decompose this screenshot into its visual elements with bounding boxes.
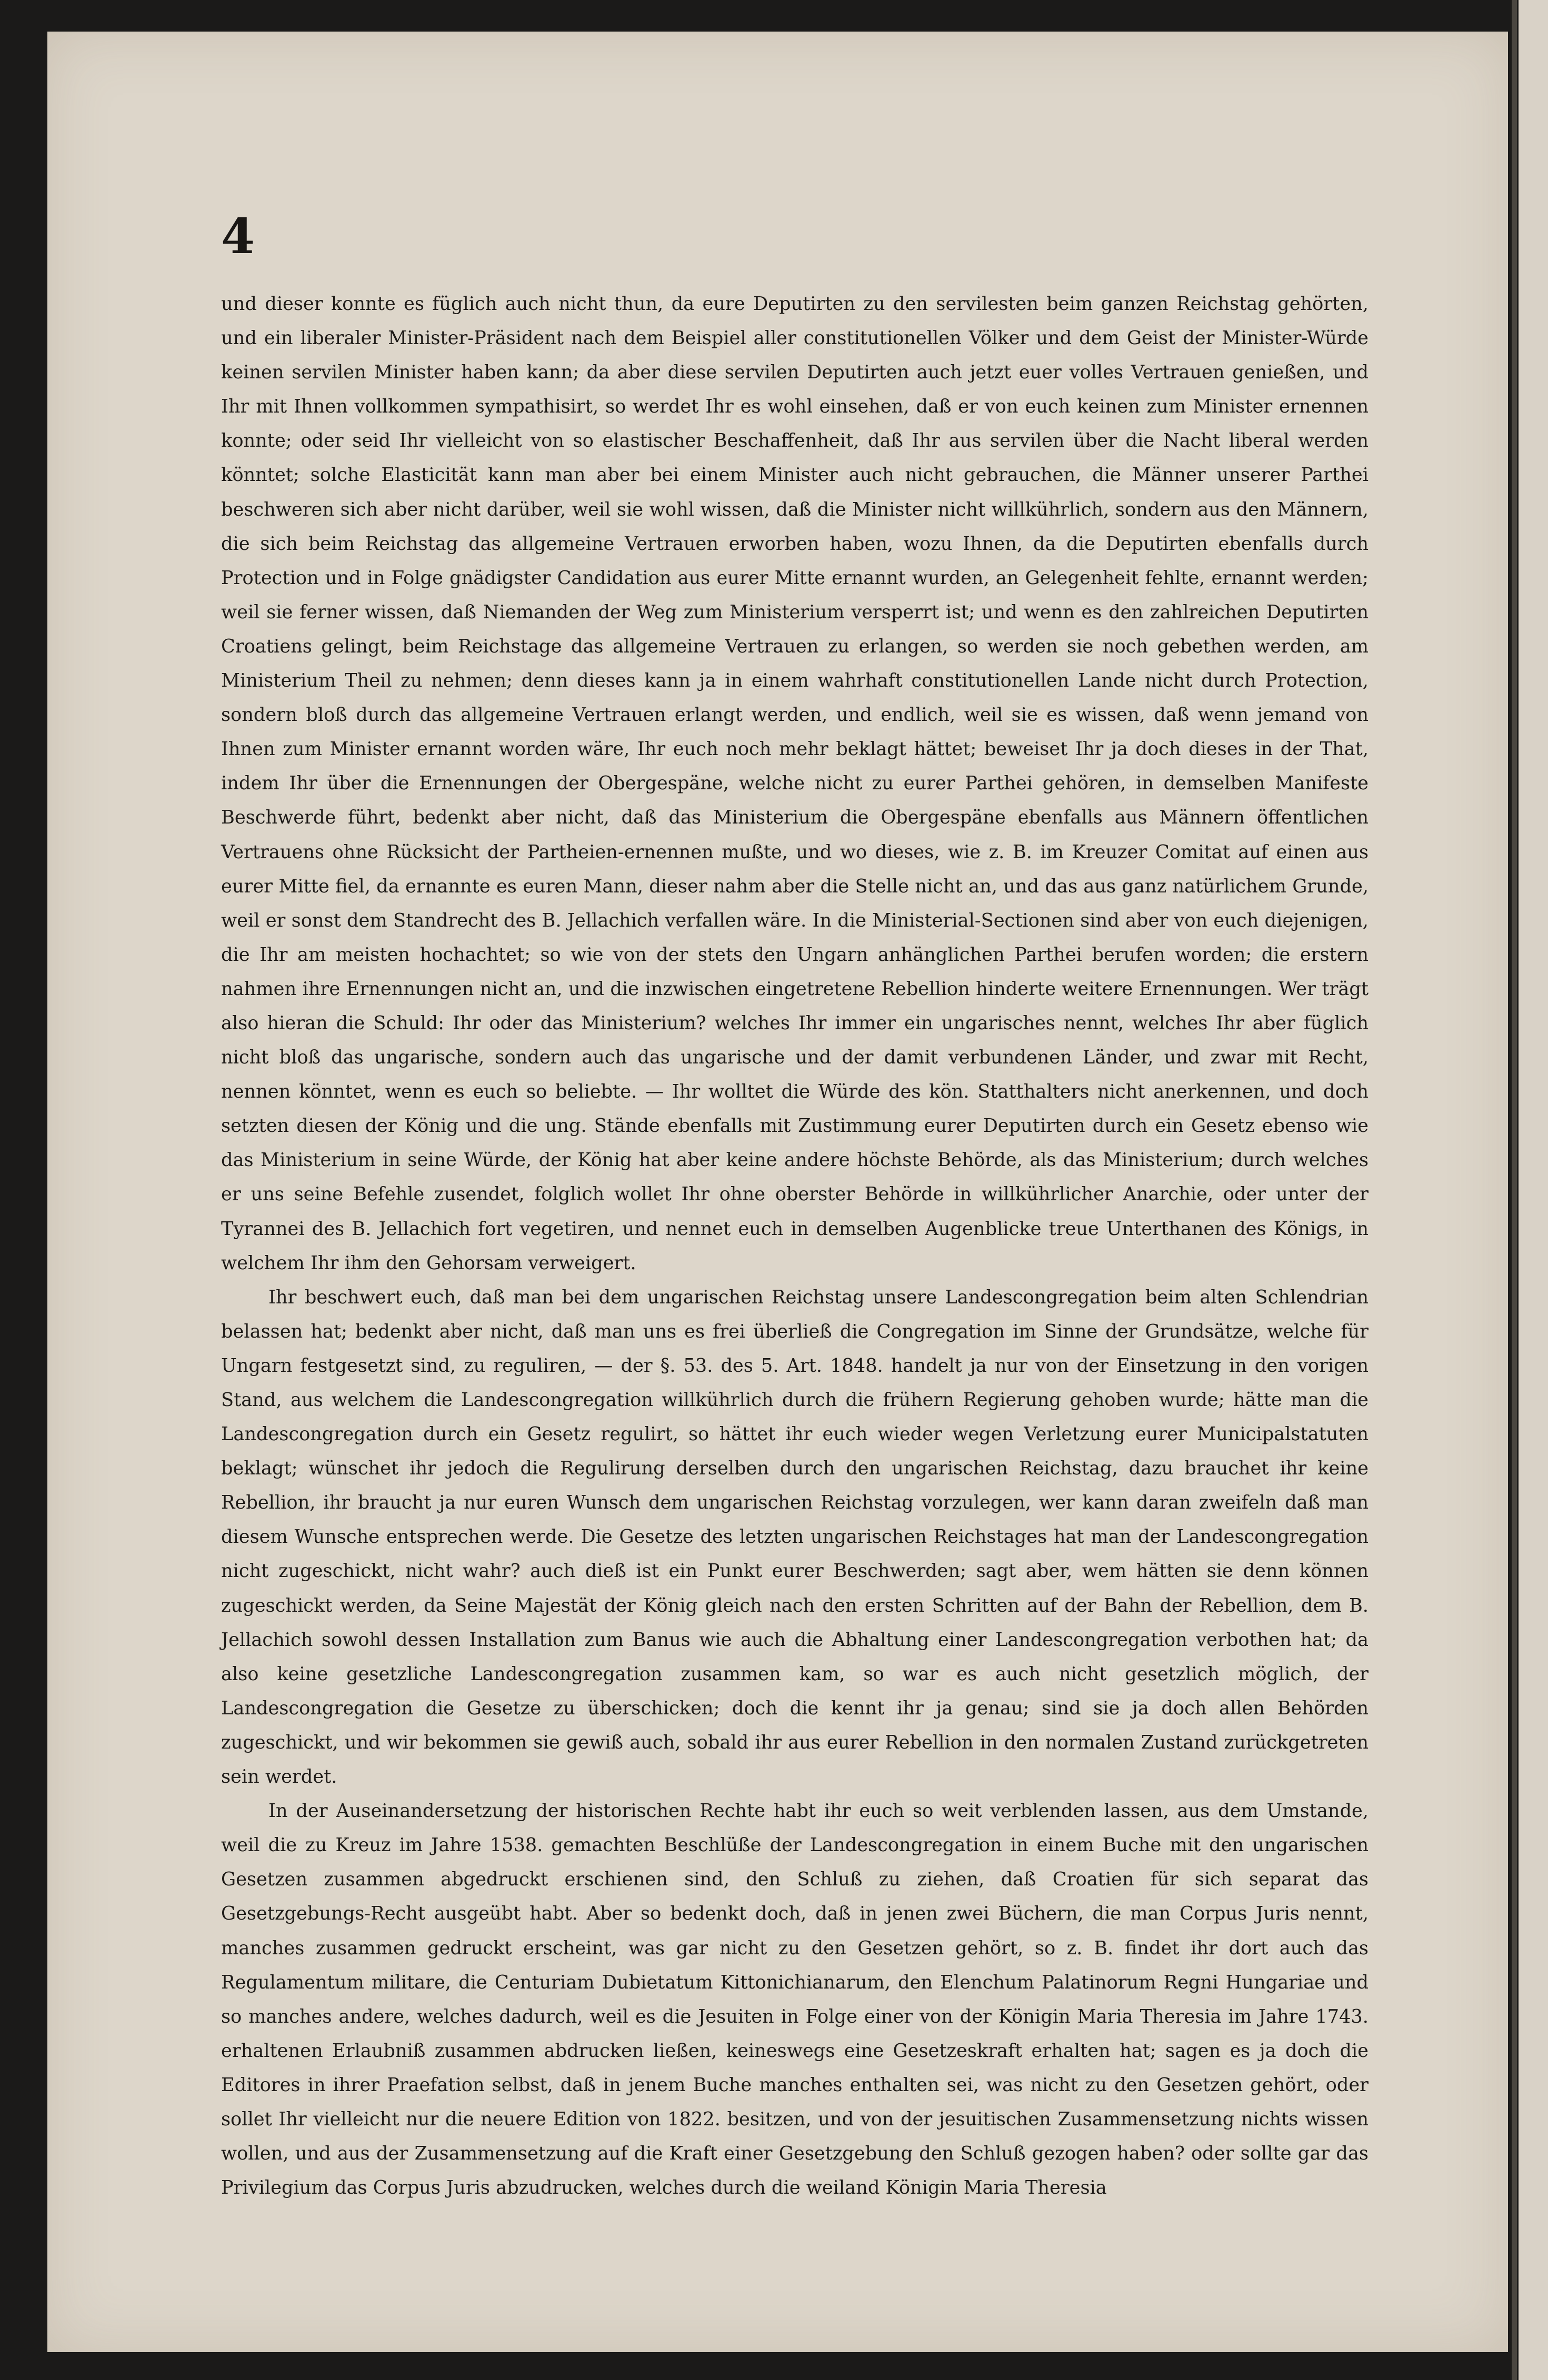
paragraph-1: und dieser konnte es füglich auch nicht thun, da eure Deputirten zu den servilesten beim ganzen Reichstag gehörten, und ein liberaler Minister-Präsident nach dem Beispiel aller constitutionellen Völker und dem Geist der Minister-Würde keinen servilen Minister haben kann; da aber diese servilen Deputirten auch jetzt euer volles Vertrauen genießen, und Ihr mit Ihnen vollkommen sympathisirt, so werdet Ihr es wohl einsehen, daß er von euch keinen zum Minister ernennen konnte; oder seid Ihr vielleicht von so elastischer Beschaffenheit, daß Ihr aus servilen über die Nacht liberal werden könntet; solche Elasticität kann man aber bei einem Minister auch nicht gebrauchen, die Männer unserer Parthei beschweren sich aber nicht darüber, weil sie wohl wissen, daß die Minister nicht willkührlich, sondern aus den Männern, die sich beim Reichstag das allgemeine Vertrauen erworben haben, wozu Ihnen, da die Deputirten ebenfalls durch Protection und in Folge gnädigster Candidation aus eurer Mitte ernannt wurden, an Gelegenheit fehlte, ernannt werden; weil sie ferner wissen, daß Niemanden der Weg zum Ministerium versperrt ist; und wenn es den zahlreichen Deputirten Croatiens gelingt, beim Reichstage das allgemeine Vertrauen zu erlangen, so werden sie noch gebethen werden, am Ministerium Theil zu nehmen; denn dieses kann ja in einem wahrhaft constitutionellen Lande nicht durch Protection, sondern bloß durch das allgemeine Vertrauen erlangt werden, und endlich, weil sie es wissen, daß wenn jemand von Ihnen zum Minister ernannt worden wäre, Ihr euch noch mehr beklagt hättet; beweiset Ihr ja doch dieses in der That, indem Ihr über die Ernennungen der Obergespäne, welche nicht zu eurer Parthei gehören, in demselben Manifeste Beschwerde führt, bedenkt aber nicht, daß das Ministerium die Obergespäne ebenfalls aus Männern öffentlichen Vertrauens ohne Rücksicht der Partheien-ernennen mußte, und wo dieses, wie z. B. im Kreuzer Comitat auf einen aus eurer Mitte fiel, da ernannte es euren Mann, dieser nahm aber die Stelle nicht an, und das aus ganz natürlichem Grunde, weil er sonst dem Standrecht des B. Jellachich verfallen wäre. In die Ministerial-Sectionen sind aber von euch diejenigen, die Ihr am meisten hochachtet; so wie von der stets den Ungarn anhänglichen Parthei berufen worden; die erstern nahmen ihre Ernennungen nicht an, und die inzwischen eingetretene Rebellion hinderte weitere Ernennungen. Wer trägt also hieran die Schuld: Ihr oder das Ministerium? welches Ihr immer ein ungarisches nennt, welches Ihr aber füglich nicht bloß das ungarische, sondern auch das ungarische und der damit verbundenen Länder, und zwar mit Recht, nennen könntet, wenn es euch so beliebte. — Ihr wolltet die Würde des kön. Statthalters nicht anerkennen, und doch setzten diesen der König und die ung. Stände ebenfalls mit Zustimmung eurer Deputirten durch ein Gesetz ebenso wie das Ministerium in seine Würde, der König hat aber keine andere höchste Behörde, als das Ministerium; durch welches er uns seine Befehle zusendet, folglich wollet Ihr ohne oberster Behörde in willkührlicher Anarchie, oder unter der Tyrannei des B. Jellachich fort vegetiren, und nennet euch in demselben Augenblicke treue Unterthanen des Königs, in welchem Ihr ihm den Gehorsam verweigert.: [221, 293, 1369, 1274]
adjacent-page-edge: [1519, 0, 1548, 2380]
page-gutter-shadow: [1512, 0, 1517, 2380]
page-number: 4: [221, 208, 255, 265]
paragraph-2: Ihr beschwert euch, daß man bei dem ungarischen Reichstag unsere Landescongregation beim alten Schlendrian belassen hat; bedenkt aber nicht, daß man uns es frei überließ die Congregation im Sinne der Grundsätze, welche für Ungarn festgesetzt sind, zu reguliren, — der §. 53. des 5. Art. 1848. handelt ja nur von der Einsetzung in den vorigen Stand, aus welchem die Landescongregation willkührlich durch die frühern Regierung gehoben wurde; hätte man die Landescongregation durch ein Gesetz regulirt, so hättet ihr euch wieder wegen Verletzung eurer Municipalstatuten beklagt; wünschet ihr jedoch die Regulirung derselben durch den ungarischen Reichstag, dazu brauchet ihr keine Rebellion, ihr braucht ja nur euren Wunsch dem ungarischen Reichstag vorzulegen, wer kann daran zweifeln daß man diesem Wunsche entsprechen werde. Die Gesetze des letzten ungarischen Reichstages hat man der Landescongregation nicht zugeschickt, nicht wahr? auch dieß ist ein Punkt eurer Beschwerden; sagt aber, wem hätten sie denn können zugeschickt werden, da Seine Majestät der König gleich nach den ersten Schritten auf der Bahn der Rebellion, dem B. Jellachich sowohl dessen Installation zum Banus wie auch die Abhaltung einer Landescongregation verbothen hat; da also keine gesetzliche Landescongregation zusammen kam, so war es auch nicht gesetzlich möglich, der Landescongregation die Gesetze zu überschicken; doch die kennt ihr ja genau; sind sie ja doch allen Behörden zugeschickt, und wir bekommen sie gewiß auch, sobald ihr aus eurer Rebellion in den normalen Zustand zurückgetreten sein werdet.: [221, 1286, 1369, 1788]
paragraph-3: In der Auseinandersetzung der historischen Rechte habt ihr euch so weit verblenden lassen, aus dem Umstande, weil die zu Kreuz im Jahre 1538. gemachten Beschlüße der Landescongregation in einem Buche mit den ungarischen Gesetzen zusammen abgedruckt erschienen sind, den Schluß zu ziehen, daß Croatien für sich separat das Gesetzgebungs-Recht ausgeübt habt. Aber so bedenkt doch, daß in jenen zwei Büchern, die man Corpus Juris nennt, manches zusammen gedruckt erscheint, was gar nicht zu den Gesetzen gehört, so z. B. findet ihr dort auch das Regulamentum militare, die Centuriam Dubietatum Kittonichianarum, den Elenchum Palatinorum Regni Hungariae und so manches andere, welches dadurch, weil es die Jesuiten in Folge einer von der Königin Maria Theresia im Jahre 1743. erhaltenen Erlaubniß zusammen abdrucken ließen, keineswegs eine Gesetzeskraft erhalten hat; sagen es ja doch die Editores in ihrer Praefation selbst, daß in jenem Buche manches enthalten sei, was nicht zu den Gesetzen gehört, oder sollet Ihr vielleicht nur die neuere Edition von 1822. besitzen, und von der jesuitischen Zusammensetzung nichts wissen wollen, und aus der Zusammensetzung auf die Kraft einer Gesetzgebung den Schluß gezogen haben? oder sollte gar das Privilegium das Corpus Juris abzudrucken, welches durch die weiland Königin Maria Theresia: [221, 1800, 1369, 2199]
body-text: [221, 287, 1369, 2205]
